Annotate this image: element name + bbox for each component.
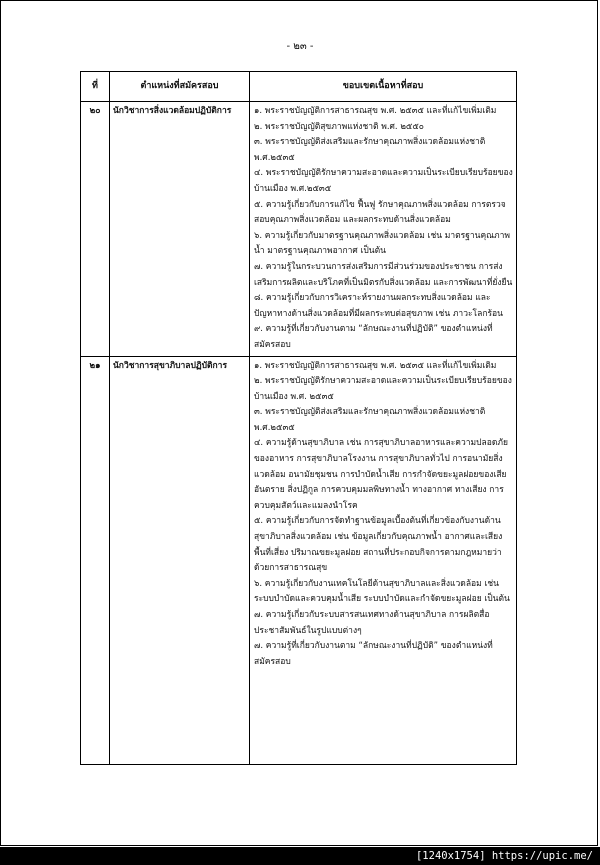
row-number: ๒๑ (81, 356, 110, 764)
image-host-footer: [1240x1754] https://upic.me/ (0, 847, 600, 865)
topic-item: ๕. ความรู้เกี่ยวกับการแก้ไข ฟื้นฟู รักษาคุณภาพสิ่งแวดล้อม การตรวจสอบคุณภาพสิ่งแวดล้อม และผลกระทบด้านสิ่งแวดล้อม (254, 199, 506, 226)
topic-item: ๗. ความรู้ในกระบวนการส่งเสริมการมีส่วนร่วมของประชาชน การส่งเสริมการผลิตและบริโภคที่เป็นมิตรกับสิ่งแวดล้อม และการพัฒนาที่ยั่งยืน (254, 261, 513, 288)
topic-item: ๘. ความรู้เกี่ยวกับการวิเคราะห์รายงานผลกระทบสิ่งแวดล้อม และปัญหาทางด้านสิ่งแวดล้อมที่มีผลกระทบต่อสุขภาพ เช่น ภาวะโลกร้อน (254, 293, 503, 319)
header-number: ที่ (81, 72, 110, 102)
topic-item: ๖. ความรู้เกี่ยวกับงานเทคโนโลยีด้านสุขาภิบาลและสิ่งแวดล้อม เช่น ระบบบำบัดและควบคุมน้ำเสีย ระบบบำบัดและกำจัดขยะมูลฝอย เป็นต้น (254, 578, 510, 605)
topic-item: ๖. ความรู้เกี่ยวกับมาตรฐานคุณภาพสิ่งแวดล้อม เช่น มาตรฐานคุณภาพน้ำ มาตรฐานคุณภาพอากาศ เป็นต้น (254, 230, 511, 257)
topic-list (250, 356, 517, 764)
topic-item: ๑. พระราชบัญญัติการสาธารณสุข พ.ศ. ๒๕๓๕ และที่แก้ไขเพิ่มเติม (254, 106, 497, 116)
topic-item: ๒. พระราชบัญญัติรักษาความสะอาดและความเป็นระเบียบเรียบร้อยของบ้านเมือง พ.ศ. ๒๕๓๕ (254, 376, 512, 402)
topic-item: ๔. พระราชบัญญัติรักษาความสะอาดและความเป็นระเบียบเรียบร้อยของบ้านเมือง พ.ศ.๒๕๓๕ (254, 168, 513, 194)
header-position: ตำแหน่งที่สมัครสอบ (110, 72, 250, 102)
position-title: นักวิชาการสุขาภิบาลปฏิบัติการ (110, 356, 250, 764)
topic-item: ๗. ความรู้เกี่ยวกับระบบสารสนเทศทางด้านสุขาภิบาล การผลิตสื่อประชาสัมพันธ์ในรูปแบบต่างๆ (254, 610, 490, 636)
page-number: - ๒๓ - (286, 41, 314, 52)
topic-item: ๒. พระราชบัญญัติสุขภาพแห่งชาติ พ.ศ. ๒๕๕๐ (254, 121, 424, 132)
position-title: นักวิชาการสิ่งแวดล้อมปฏิบัติการ (110, 102, 250, 357)
exam-scope-table (80, 71, 517, 765)
topic-item: ๓. พระราชบัญญัติส่งเสริมและรักษาคุณภาพสิ่งแวดล้อมแห่งชาติ พ.ศ.๒๕๓๕ (254, 407, 486, 433)
header-exam-scope: ขอบเขตเนื้อหาที่สอบ (250, 72, 517, 102)
table-header-row (81, 72, 517, 102)
topic-item: ๙. ความรู้ที่เกี่ยวกับงานตาม “ลักษณะงานที่ปฏิบัติ” ของตำแหน่งที่สมัครสอบ (254, 324, 493, 350)
topic-list (250, 102, 517, 357)
row-number: ๒๐ (81, 102, 110, 357)
topic-item: ๔. ความรู้ด้านสุขาภิบาล เช่น การสุขาภิบาลอาหารและความปลอดภัยของอาหาร การสุขาภิบาลโรงงาน การสุขาภิบาลทั่วไป การอนามัยสิ่งแวดล้อม อนามัยชุมชน การบำบัดน้ำเสีย การกำจัดขยะมูลฝอยของเสียอันตราย สิ่งปฏิกูล การควบคุมมลพิษทางน้ำ ทางอากาศ ทางเสียง การควบคุมสัตว์และแมลงนำโรค (254, 438, 508, 511)
topic-item: ๕. ความรู้เกี่ยวกับการจัดทำฐานข้อมูลเบื้องต้นที่เกี่ยวข้องกับงานด้านสุขาภิบาลสิ่งแวดล้อม เช่น ข้อมูลเกี่ยวกับคุณภาพน้ำ อากาศและเสียง พื้นที่เสี่ยง ปริมาณขยะมูลฝอย สถานที่ประกอบกิจการตามกฎหมายว่าด้วยการสาธารณสุข (254, 516, 503, 574)
table-row (81, 356, 517, 764)
table-row (81, 102, 517, 357)
topic-item: ๗. ความรู้ที่เกี่ยวกับงานตาม “ลักษณะงานที่ปฏิบัติ” ของตำแหน่งที่สมัครสอบ (254, 641, 493, 667)
topic-item: ๑. พระราชบัญญัติการสาธารณสุข พ.ศ. ๒๕๓๕ และที่แก้ไขเพิ่มเติม (254, 360, 497, 371)
topic-item: ๓. พระราชบัญญัติส่งเสริมและรักษาคุณภาพสิ่งแวดล้อมแห่งชาติ พ.ศ.๒๕๓๕ (254, 137, 486, 163)
